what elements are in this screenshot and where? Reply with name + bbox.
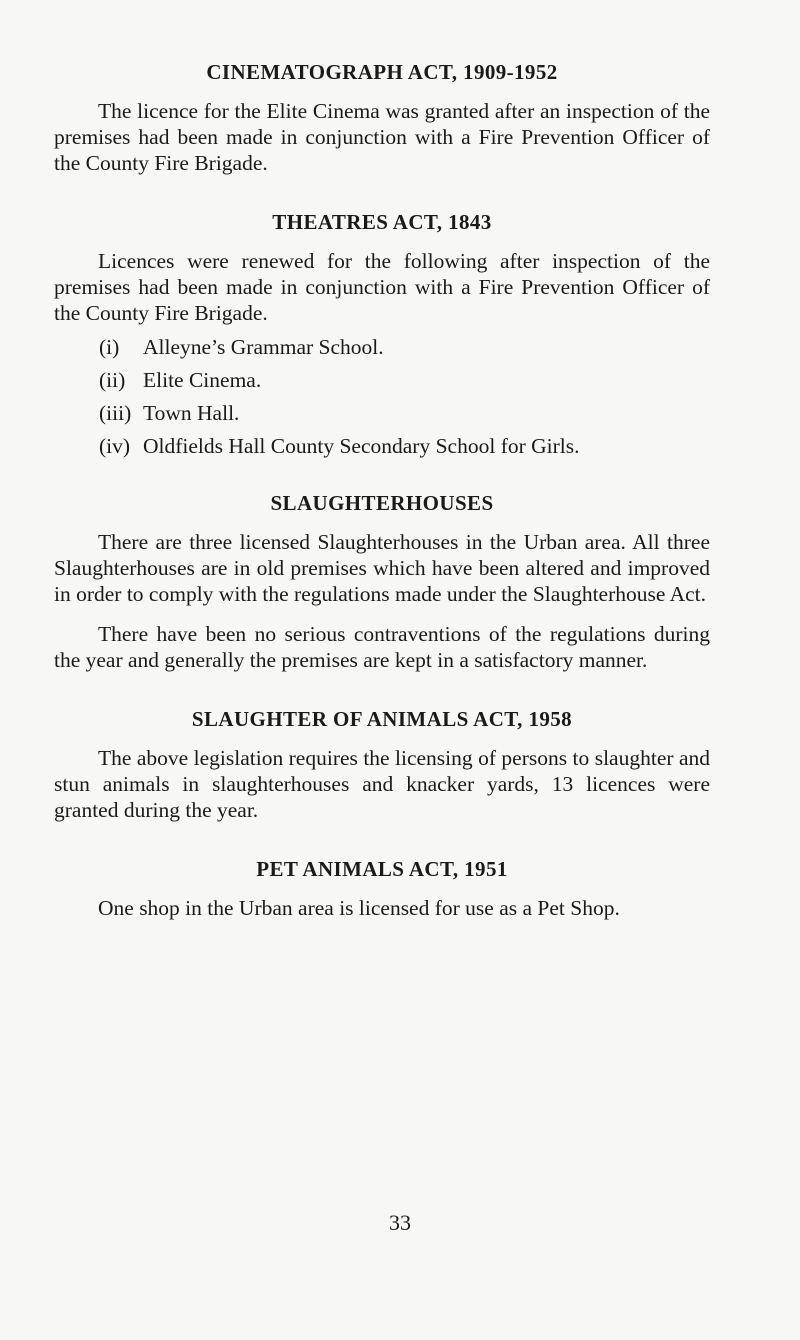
list-item-number: (iv) [99, 434, 131, 458]
theatres-licence-list [54, 334, 710, 459]
list-item [54, 367, 710, 393]
section-heading-pet-animals-act: PET ANIMALS ACT, 1951 [256, 857, 508, 881]
section-heading-cinematograph-act: CINEMATOGRAPH ACT, 1909-1952 [206, 60, 558, 84]
paragraph-theatres-licences: Licences were renewed for the following after inspection of the premises had been made in conjunction with a Fire Prevention Officer of the County Fire Brigade. [54, 249, 710, 325]
list-item [54, 433, 710, 459]
list-item-number: (i) [99, 335, 120, 359]
list-item-number: (iii) [99, 401, 132, 425]
page-number: 33 [389, 1210, 411, 1235]
list-item-text: Elite Cinema. [143, 368, 262, 392]
list-item-number: (ii) [99, 368, 126, 392]
list-item [54, 334, 710, 360]
paragraph-slaughterhouses-premises: There are three licensed Slaughterhouses in the Urban area. All three Slaughterhouses are in old premises which have been altered and improved in order to comply with the regulations made under the Slaughterhouse Act. [54, 530, 710, 606]
list-item [54, 400, 710, 426]
list-item-text: Oldfields Hall County Secondary School for Girls. [143, 434, 580, 458]
list-item-text: Town Hall. [143, 401, 240, 425]
section-heading-slaughterhouses: SLAUGHTERHOUSES [270, 491, 494, 515]
paragraph-pet-shop: One shop in the Urban area is licensed for use as a Pet Shop. [98, 896, 620, 920]
list-item-text: Alleyne’s Grammar School. [143, 335, 384, 359]
document-page [54, 60, 710, 921]
section-heading-theatres-act: THEATRES ACT, 1843 [272, 210, 492, 234]
paragraph-cinematograph-licence: The licence for the Elite Cinema was granted after an inspection of the premises had been made in conjunction with a Fire Prevention Officer of the County Fire Brigade. [54, 99, 710, 175]
paragraph-slaughter-licensing: The above legislation requires the licensing of persons to slaughter and stun animals in slaughterhouses and knacker yards, 13 licences were granted during the year. [54, 746, 710, 822]
paragraph-slaughterhouses-contraventions: There have been no serious contraventions of the regulations during the year and generally the premises are kept in a satisfactory manner. [54, 622, 710, 672]
section-heading-slaughter-of-animals-act: SLAUGHTER OF ANIMALS ACT, 1958 [191, 707, 573, 731]
